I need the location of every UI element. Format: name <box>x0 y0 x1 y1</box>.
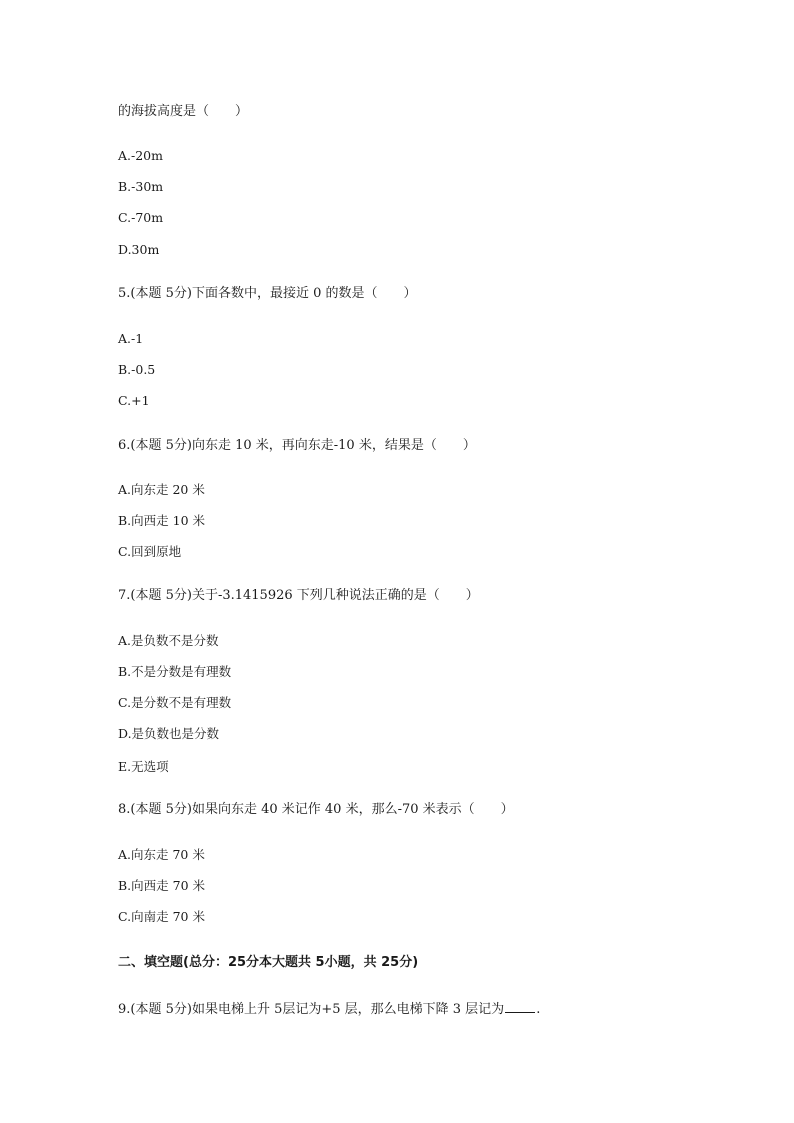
answer-blank[interactable] <box>505 1000 535 1013</box>
question-6-option-b: B.向西走 10 米 <box>118 513 206 528</box>
question-5-option-b: B.-0.5 <box>118 362 156 377</box>
question-7-option-d: D.是负数也是分数 <box>118 726 220 741</box>
question-4-option-a: A.-20m <box>118 148 163 163</box>
question-7-stem: 7.(本题 5分)关于-3.1415926 下列几种说法正确的是（ ） <box>118 588 479 603</box>
question-4-option-c: C.-70m <box>118 210 164 225</box>
question-8-stem: 8.(本题 5分)如果向东走 40 米记作 40 米，那么-70 米表示（ ） <box>118 802 514 817</box>
question-7-option-b: B.不是分数是有理数 <box>118 664 232 679</box>
question-5-stem: 5.(本题 5分)下面各数中，最接近 0 的数是（ ） <box>118 286 417 301</box>
question-8-option-b: B.向西走 70 米 <box>118 878 206 893</box>
question-4-stem-tail: 的海拔高度是（ ） <box>118 104 249 119</box>
question-9-stem <box>118 1000 540 1018</box>
question-5-option-a: A.-1 <box>118 331 144 346</box>
question-7-option-e: E.无选项 <box>118 759 169 774</box>
question-9-stem-period: . <box>536 1002 541 1017</box>
question-5-option-c: C.+1 <box>118 393 150 408</box>
question-8-option-c: C.向南走 70 米 <box>118 909 205 924</box>
question-7-option-c: C.是分数不是有理数 <box>118 695 232 710</box>
question-6-option-a: A.向东走 20 米 <box>118 482 205 497</box>
question-6-option-c: C.回到原地 <box>118 544 182 559</box>
question-6-stem: 6.(本题 5分)向东走 10 米，再向东走-10 米，结果是（ ） <box>118 438 476 453</box>
question-7-option-a: A.是负数不是分数 <box>118 633 219 648</box>
question-9-stem-text: 9.(本题 5分)如果电梯上升 5层记为+5 层，那么电梯下降 3 层记为 <box>118 1002 505 1017</box>
question-4-option-d: D.30m <box>118 242 160 257</box>
section-heading-fill-in-blank: 二、填空题(总分：25分本大题共 5小题，共 25分) <box>118 955 419 970</box>
question-4-option-b: B.-30m <box>118 179 164 194</box>
question-8-option-a: A.向东走 70 米 <box>118 847 205 862</box>
